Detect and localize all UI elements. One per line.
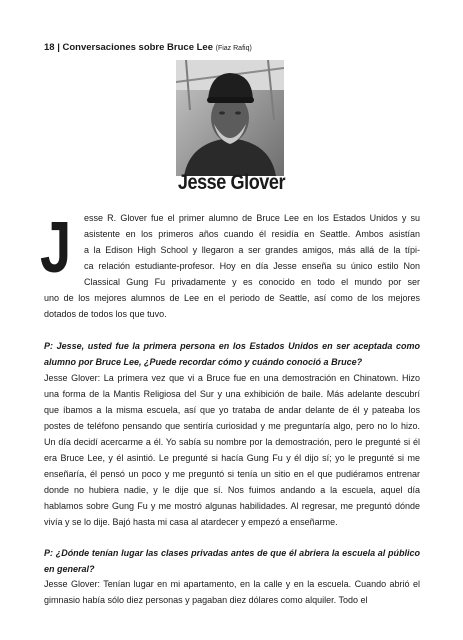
intro-line: Classical Gung Fu privadamente y es conocido en todo el mundo por ser bbox=[84, 277, 420, 287]
intro-paragraph bbox=[44, 210, 420, 322]
article-title: Jesse Glover bbox=[177, 171, 286, 194]
portrait-photo bbox=[176, 60, 284, 176]
running-head bbox=[44, 42, 252, 53]
answer-2: Jesse Glover: Tenían lugar en mi apartamento, en la calle y en la escuela. Cuando abrió el gimnasio había sólo diez personas y pagaban diez dólares como alquiler. Todo el bbox=[44, 579, 420, 605]
question-1: P: Jesse, usted fue la primera persona en los Estados Unidos en ser aceptada como alumno por Bruce Lee, ¿Puede recordar cómo y cuándo conoció a Bruce? bbox=[44, 341, 420, 367]
intro-line: dotados de todos los que tuvo. bbox=[44, 309, 167, 319]
intro-line: uno de los mejores alumnos de Lee en el periodo de Seattle, así como de los mejores bbox=[44, 293, 420, 303]
intro-line: ca relación estudiante-profesor. Hoy en día Jesse enseña su único estilo Non bbox=[84, 261, 420, 271]
intro-line: asistente en los primeros años cuando él residía en Seattle. Ambos asistían bbox=[84, 229, 420, 239]
question-2: P: ¿Dónde tenían lugar las clases privadas antes de que él abriera la escuela al público en general? bbox=[44, 548, 420, 574]
answer-1: Jesse Glover: La primera vez que vi a Bruce fue en una demostración en Chinatown. Hizo una forma de la Mantis Religiosa del Sur y una exhibición de baile. Más adelante descubrí que íbamos a la misma escuela, así que yo trataba de andar delante de él y pateaba los postes de teléfono pensando que sentiría curiosidad y me preguntaría algo, pero no lo hizo. Un día decidí acercarme a él. Yo sabía su nombre por la demostración, pero le pregunté si él era Bruce Lee, y él asintió. Le pregunté si hacía Gung Fu y él dijo sí; yo le pregunté si me enseñaría, él pensó un poco y me preguntó si tenía un sitio en el que pudiéramos entrenar donde no hubiera nadie, y le dije que sí. Nos fuimos andando a la escuela, aquel día hablamos sobre Gung Fu y me mostró algunas habilidades. Al regresar, me preguntó dónde vivía y se lo dije. Bajó hasta mi casa al atardecer y empezó a enseñarme. bbox=[44, 373, 420, 527]
drop-cap: J bbox=[40, 208, 72, 288]
intro-line: esse R. Glover fue el primer alumno de Bruce Lee en los Estados Unidos y su bbox=[84, 213, 420, 223]
running-head-title: 18 | Conversaciones sobre Bruce Lee bbox=[44, 42, 213, 53]
running-head-author: (Fiaz Rafiq) bbox=[215, 45, 252, 52]
intro-line: a la Edison High School y llegaron a ser grandes amigos, más allá de la típi- bbox=[84, 245, 420, 255]
portrait-photo-icon bbox=[176, 60, 284, 176]
